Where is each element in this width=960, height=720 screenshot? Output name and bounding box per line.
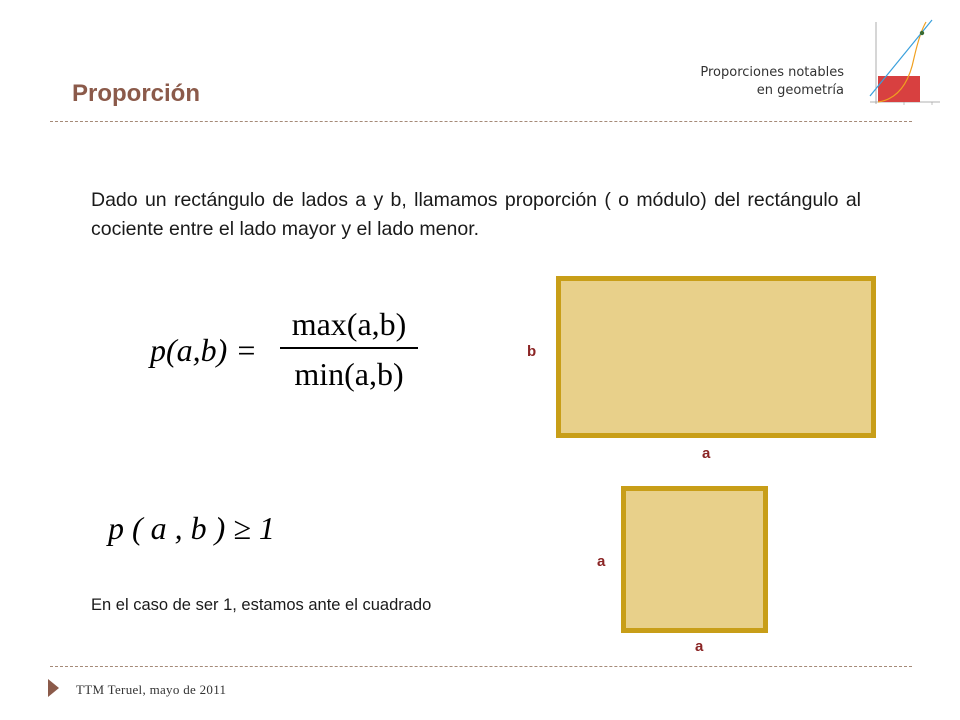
header-note-line-2: en geometría [756,83,844,98]
square-width-label: a [695,638,704,655]
formula-lhs: p(a,b) = [150,332,257,368]
rectangle-width-label: a [702,445,711,462]
rectangle-shape [556,276,876,438]
fraction-bar [280,347,418,349]
formula-numerator: max(a,b) [291,306,407,342]
square-height-label: a [597,553,606,570]
graph-thumbnail-icon [866,18,942,108]
definition-text: Dado un rectángulo de lados a y b, llamamos proporción ( o módulo) del rectángulo al cociente entre el lado mayor y el lado menor. [91,189,861,240]
header-note-line-1: Proporciones notables [700,65,844,80]
rectangle-height-label: b [527,343,537,360]
formula-fraction [280,305,418,393]
formula-denominator: min(a,b) [294,356,404,392]
square-caption: En el caso de ser 1, estamos ante el cuadrado [91,596,432,614]
square-shape [621,486,768,633]
header-divider [50,121,912,122]
footer-text: TTM Teruel, mayo de 2011 [76,682,227,697]
slide-title: Proporción [72,80,201,107]
triangle-bullet-icon [48,679,59,697]
proportion-inequality: p ( a , b ) ≥ 1 [108,510,275,546]
footer-divider [50,666,912,667]
header-note [700,64,844,100]
